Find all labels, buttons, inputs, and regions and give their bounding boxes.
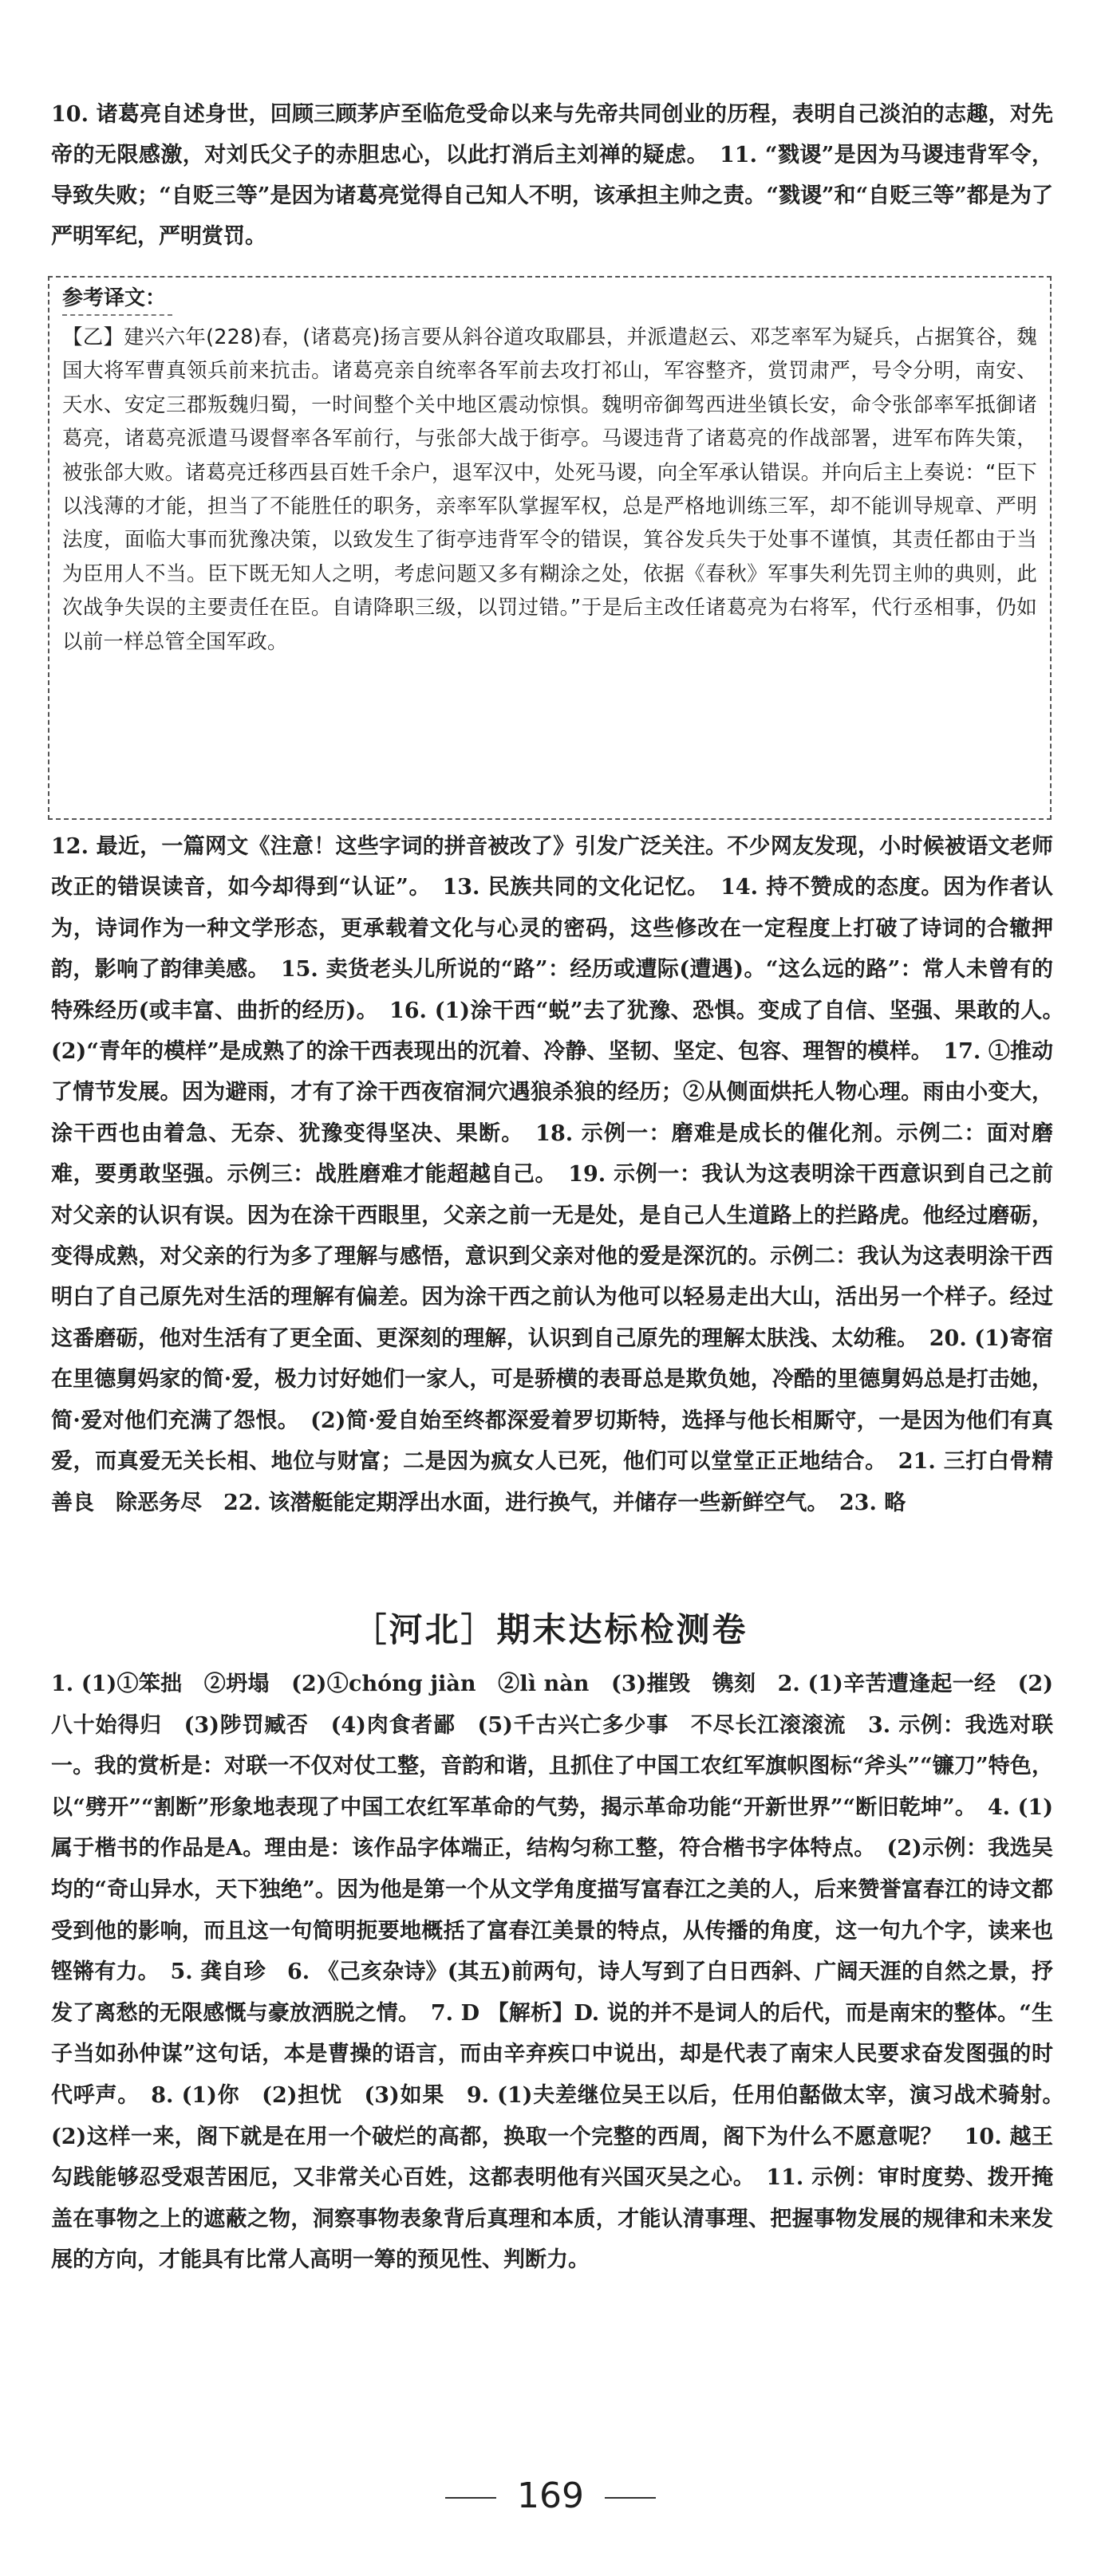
reference-translation-box: [48, 276, 1052, 820]
answers-12-23-text: 12. 最近，一篇网文《注意！这些字词的拼音被改了》引发广泛关注。不少网友发现，小时候被语文老师改正的错误读音，如今却得到“认证”。 13. 民族共同的文化记忆。 14. 持不赞成的态度。因为作者认为，诗词作为一种文学形态，更承载着文化与心灵的密码，这些修改在一定程度上打破了诗词的合辙押韵，影响了韵律美感。 15. 卖货老头儿所说的“路”：经历或遭际(遭遇)。“这么远的路”：常人未曾有的特殊经历(或丰富、曲折的经历)。 16. (1)涂干西“蜕”去了犹豫、恐惧。变成了自信、坚强、果敢的人。 (2)“青年的模样”是成熟了的涂干西表现出的沉着、冷静、坚韧、坚定、包容、理智的模样。 17. ①推动了情节发展。因为避雨，才有了涂干西夜宿洞穴遇狼杀狼的经历；②从侧面烘托人物心理。雨由小变大，涂干西也由着急、无奈、犹豫变得坚决、果断。 18. 示例一：磨难是成长的催化剂。示例二：面对磨难，要勇敢坚强。示例三：战胜磨难才能超越自己。 19. 示例一：我认为这表明涂干西意识到自己之前对父亲的认识有误。因为在涂干西眼里，父亲之前一无是处，是自己人生道路上的拦路虎。他经过磨砺，变得成熟，对父亲的行为多了理解与感悟，意识到父亲对他的爱是深沉的。示例二：我认为这表明涂干西明白了自己原先对生活的理解有偏差。因为涂干西之前认为他可以轻易走出大山，活出另一个样子。经过这番磨砺，他对生活有了更全面、更深刻的理解，认识到自己原先的理解太肤浅、太幼稚。 20. (1)寄宿在里德舅妈家的简·爱，极力讨好她们一家人，可是骄横的表哥总是欺负她，冷酷的里德舅妈总是打击她，简·爱对他们充满了怨恨。 (2)简·爱自始至终都深爱着罗切斯特，选择与他长相厮守，一是因为他们有真爱，而真爱无关长相、地位与财富；二是因为疯女人已死，他们可以堂堂正正地结合。 21. 三打白骨精 善良 除恶务尽 22. 该潜艇能定期浮出水面，进行换气，并储存一些新鲜空气。 23. 略: [51, 834, 1075, 1515]
page-number-footer: [0, 2472, 1101, 2520]
hebei-final-exam-answers-text: 1. (1)①笨拙 ②坍塌 (2)①chóng jiàn ②lì nàn (3)摧毁 镌刻 2. (1)辛苦遭逢起一经 (2)八十始得归 (3)陟罚臧否 (4)肉食者鄙 (5)千古兴亡多少事 不尽长江滚滚流 3. 示例：我选对联一。我的赏析是：对联一不仅对仗工整，音韵和谐，且抓住了中国工农红军旗帜图标“斧头”“镰刀”特色，以“劈开”“割断”形象地表现了中国工农红军革命的气势，揭示革命功能“开新世界”“断旧乾坤”。 4. (1)属于楷书的作品是A。理由是：该作品字体端正，结构匀称工整，符合楷书字体特点。 (2)示例：我选吴均的“奇山异水，天下独绝”。因为他是第一个从文学角度描写富春江之美的人，后来赞誉富春江的诗文都受到他的影响，而且这一句简明扼要地概括了富春江美景的特点，从传播的角度，这一句九个字，读来也铿锵有力。 5. 龚自珍 6. 《己亥杂诗》(其五)前两句，诗人写到了白日西斜、广阔天涯的自然之景，抒发了离愁的无限感慨与豪放洒脱之情。 7. D 【解析】D. 说的并不是词人的后代，而是南宋的整体。“生子当如孙仲谋”这句话，本是曹操的语言，而由辛弃疾口中说出，却是代表了南宋人民要求奋发图强的时代呼声。 8. (1)你 (2)担忧 (3)如果 9. (1)夫差继位吴王以后，任用伯嚭做太宰，演习战术骑射。 (2)这样一来，阁下就是在用一个破烂的高都，换取一个完整的西周，阁下为什么不愿意呢？ 10. 越王勾践能够忍受艰苦困厄，又非常关心百姓，这都表明他有兴国灭吴之心。 11. 示例：审时度势、拨开掩盖在事物之上的遮蔽之物，洞察事物表象背后真理和本质，才能认清事理、把握事物发展的规律和未来发展的方向，才能具有比常人高明一筹的预见性、判断力。: [51, 1672, 1075, 2273]
answers-10-11-text: 10. 诸葛亮自述身世，回顾三顾茅庐至临危受命以来与先帝共同创业的历程，表明自己淡泊的志趣，对先帝的无限感激，对刘氏父子的赤胆忠心，以此打消后主刘禅的疑虑。 11. “戮谡”是因为马谡违背军令，导致失败；“自贬三等”是因为诸葛亮觉得自己知人不明，该承担主帅之责。“戮谡”和“自贬三等”都是为了严明军纪，严明赏罚。: [51, 102, 1053, 249]
hebei-final-exam-answers: [51, 1664, 1075, 2281]
footer-left-rule: [445, 2497, 496, 2499]
page-number: 169: [517, 2476, 584, 2516]
reference-translation-text: 【乙】建兴六年(228)春，(诸葛亮)扬言要从斜谷道攻取郿县，并派遣赵云、邓芝率军为疑兵，占据箕谷，魏国大将军曹真领兵前来抗击。诸葛亮亲自统率各军前去攻打祁山，军容整齐，赏罚肃严，号令分明，南安、天水、安定三郡叛魏归蜀，一时间整个关中地区震动惊惧。魏明帝御驾西进坐镇长安，命令张郃率军抵御诸葛亮，诸葛亮派遣马谡督率各军前行，与张郃大战于街亭。马谡违背了诸葛亮的作战部署，进军布阵失策，被张郃大败。诸葛亮迁移西县百姓千余户，退军汉中，处死马谡，向全军承认错误。并向后主上奏说：“臣下以浅薄的才能，担当了不能胜任的职务，亲率军队掌握军权，总是严格地训练三军，却不能训导规章、严明法度，面临大事而犹豫决策，以致发生了街亭违背军令的错误，箕谷发兵失于处事不谨慎，其责任都由于当为臣用人不当。臣下既无知人之明，考虑问题又多有糊涂之处，依据《春秋》军事失利先罚主帅的典则，此次战争失误的主要责任在臣。自请降职三级，以罚过错。”于是后主改任诸葛亮为右将军，代行丞相事，仍如以前一样总管全国军政。: [62, 325, 1037, 654]
footer-right-rule: [605, 2497, 656, 2499]
reference-translation-title: 参考译文：: [62, 282, 172, 316]
answers-12-23: [51, 826, 1075, 1523]
section-title: ［河北］期末达标检测卷: [353, 1610, 748, 1649]
answers-10-11: [51, 94, 1053, 257]
